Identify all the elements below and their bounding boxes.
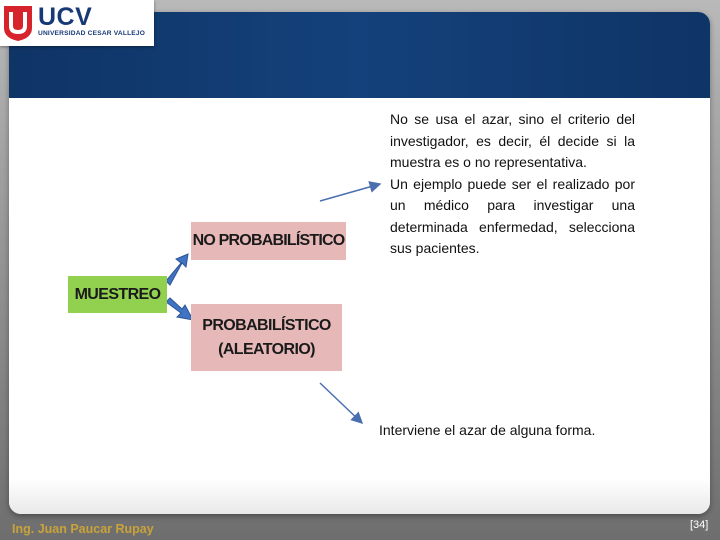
logo-subtitle: UNIVERSIDAD CESAR VALLEJO [38,30,146,37]
muestreo-label: MUESTREO [74,285,161,303]
connector-np-note [320,184,380,201]
page-number: [34] [690,519,709,531]
footer-author: Ing. Juan Paucar Rupay [12,522,154,536]
no-probabilistico-box [191,222,346,260]
probabilistico-label: PROBABILÍSTICO [202,316,331,334]
np-paragraph-2: Un ejemplo puede ser el realizado por un médico para investigar una determinada enfermedad, selecciona sus pacientes. [390,175,635,256]
aleatorio-label: (ALEATORIO) [218,340,315,358]
no-probabilistico-description [390,109,635,260]
np-paragraph-1: No se usa el azar, sino el criterio del investigador, es decir, él decide si la muestra es o no representativa. [390,111,635,170]
probabilistico-description: Interviene el azar de alguna forma. [379,422,596,438]
logo-title: UCV [38,3,93,31]
probabilistico-box [191,304,342,371]
arrow-to-probabilistico [166,298,193,320]
no-probabilistico-label: NO PROBABILÍSTICO [192,232,345,249]
arrow-to-no-probabilistico [166,254,188,285]
muestreo-box [68,276,167,313]
connector-p-note [320,383,362,423]
